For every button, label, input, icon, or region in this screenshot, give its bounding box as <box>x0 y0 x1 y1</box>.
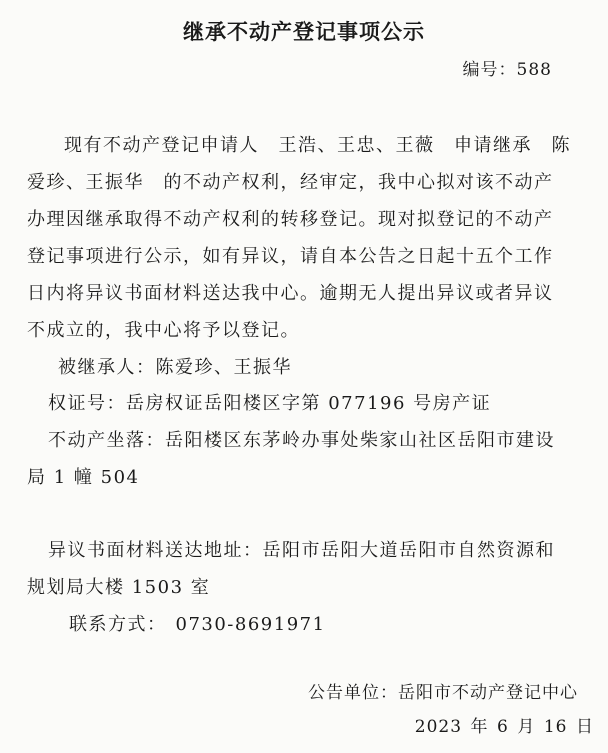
objection-address-value-line2: 规划局大楼 1503 室 <box>27 577 211 598</box>
issuer-label: 公告单位： <box>308 683 398 703</box>
issue-date <box>415 712 594 737</box>
date-month-unit: 月 <box>517 717 536 737</box>
contact-label: 联系方式： <box>69 614 167 635</box>
issuer-value: 岳阳市不动产登记中心 <box>398 683 578 703</box>
date-year-unit: 年 <box>470 717 489 737</box>
date-day-unit: 日 <box>576 717 594 737</box>
date-year: 2023 <box>414 717 463 737</box>
body-line-1: 现有不动产登记申请人 王浩、王忠、王薇 申请继承 陈 <box>64 135 571 156</box>
body-line-5: 日内将异议书面材料送达我中心。逾期无人提出异议或者异议 <box>27 283 554 304</box>
certificate-value: 岳房权证岳阳楼区字第 077196 号房产证 <box>126 393 492 414</box>
location-field <box>48 426 555 452</box>
certificate-field <box>48 389 491 415</box>
location-value-line2: 局 1 幢 504 <box>27 467 140 488</box>
issuer <box>308 678 578 703</box>
body-line-6: 不成立的，我中心将予以登记。 <box>27 320 300 341</box>
body-line-3: 办理因继承取得不动产权利的转移登记。现对拟登记的不动产 <box>27 209 554 230</box>
body-line-4: 登记事项进行公示，如有异议，请自本公告之日起十五个工作 <box>27 246 554 267</box>
objection-address-value-line1: 岳阳市岳阳大道岳阳市自然资源和 <box>262 540 555 561</box>
date-month: 6 <box>497 717 509 737</box>
certificate-label: 权证号： <box>48 393 126 414</box>
document-number <box>463 55 552 80</box>
date-day: 16 <box>543 717 568 737</box>
location-value-line1: 岳阳楼区东茅岭办事处柴家山社区岳阳市建设 <box>165 430 555 451</box>
decedent-field <box>58 353 292 379</box>
decedent-value: 陈爱珍、王振华 <box>155 357 292 378</box>
document-number-value: 588 <box>516 60 552 80</box>
objection-address-field <box>48 536 555 562</box>
objection-address-label: 异议书面材料送达地址： <box>48 540 263 561</box>
decedent-label: 被继承人： <box>58 357 156 378</box>
location-label: 不动产坐落： <box>48 430 165 451</box>
document-number-label: 编号： <box>462 60 517 80</box>
contact-value: 0730-8691971 <box>175 614 326 635</box>
contact-field <box>69 610 326 636</box>
page-title: 继承不动产登记事项公示 <box>183 20 425 44</box>
body-line-2: 爱珍、王振华 的不动产权利，经审定，我中心拟对该不动产 <box>27 172 554 193</box>
